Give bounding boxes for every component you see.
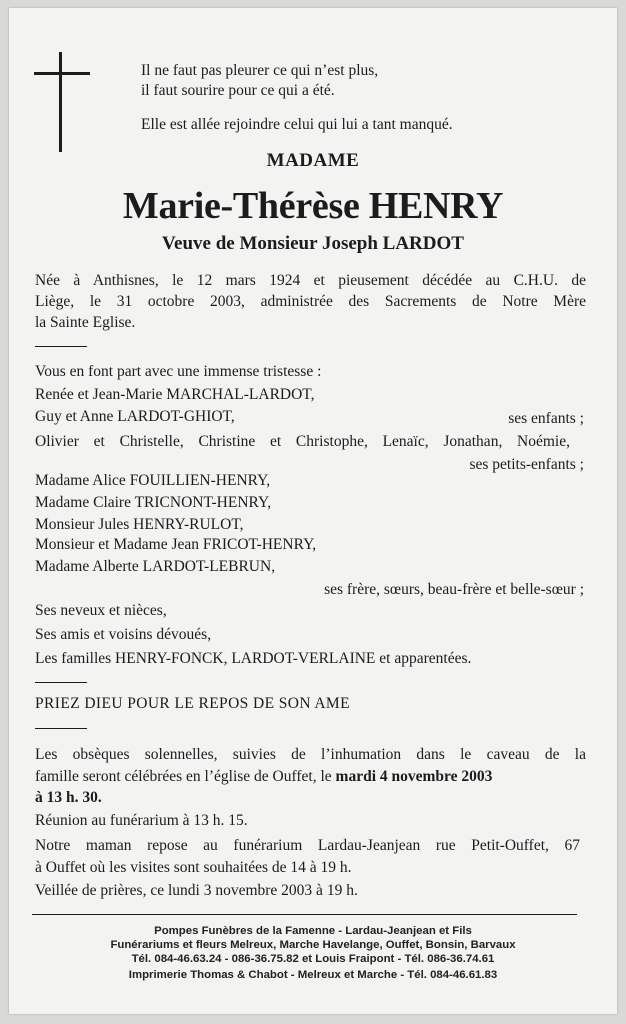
friends-line: Ses amis et voisins dévoués, (35, 626, 212, 643)
birth-line-2: Liège, le 31 octobre 2003, administrée des Sacrements de Notre Mère (35, 293, 586, 310)
footer-line-3: Tél. 084-46.63.24 - 086-36.75.82 et Louis Fraipont - Tél. 086-36.74.61 (131, 953, 495, 965)
grandchildren-label: ses petits-enfants ; (469, 456, 584, 473)
family-intro: Vous en font part avec une immense tristesse : (35, 363, 322, 380)
sibling-1: Madame Alice FOUILLIEN-HENRY, (35, 472, 271, 489)
sibling-4: Monsieur et Madame Jean FRICOT-HENRY, (35, 536, 317, 553)
divider (35, 346, 87, 347)
birth-line-1: Née à Anthisnes, le 12 mars 1924 et pieusement décédée au C.H.U. de (35, 272, 586, 289)
funeral-line-1: Les obsèques solennelles, suivies de l’inhumation dans le caveau de la (35, 746, 586, 763)
funeral-date: mardi 4 novembre 2003 (335, 768, 493, 785)
grandchildren-line: Olivier et Christelle, Christine et Christophe, Lenaïc, Jonathan, Noémie, (35, 433, 570, 450)
families-line: Les familles HENRY-FONCK, LARDOT-VERLAINE et apparentées. (35, 650, 472, 667)
deceased-name: Marie-Thérèse HENRY (122, 185, 504, 227)
funerarium-meeting: Réunion au funérarium à 13 h. 15. (35, 812, 248, 829)
footer-line-4: Imprimerie Thomas & Chabot - Melreux et Marche - Tél. 084-46.61.83 (128, 969, 498, 981)
title: MADAME (266, 150, 360, 171)
footer-divider (32, 914, 577, 915)
sibling-2: Madame Claire TRICNONT-HENRY, (35, 494, 272, 511)
quote-line-3: Elle est allée rejoindre celui qui lui a tant manqué. (141, 116, 453, 133)
rest-line-1: Notre maman repose au funérarium Lardau-Jeanjean rue Petit-Ouffet, 67 (35, 837, 580, 854)
cross-icon (34, 52, 90, 152)
footer-line-2: Funérariums et fleurs Melreux, Marche Havelange, Ouffet, Bonsin, Barvaux (110, 939, 516, 951)
footer-line-1: Pompes Funèbres de la Famenne - Lardau-Jeanjean et Fils (154, 925, 472, 937)
children-label: ses enfants ; (508, 410, 584, 427)
nephews-line: Ses neveux et nièces, (35, 602, 167, 619)
birth-line-3: la Sainte Eglise. (35, 314, 136, 331)
funeral-line-2 (35, 767, 492, 787)
widow-of: Veuve de Monsieur Joseph LARDOT (162, 233, 464, 254)
children-line-1: Renée et Jean-Marie MARCHAL-LARDOT, (35, 386, 315, 403)
quote-line-1: Il ne faut pas pleurer ce qui n’est plus, (141, 62, 379, 79)
prayer-line: PRIEZ DIEU POUR LE REPOS DE SON AME (35, 695, 350, 712)
siblings-label: ses frère, sœurs, beau-frère et belle-sœur ; (324, 581, 584, 598)
sibling-3: Monsieur Jules HENRY-RULOT, (35, 516, 244, 533)
divider (35, 728, 87, 729)
children-line-2: Guy et Anne LARDOT-GHIOT, (35, 408, 235, 425)
quote-line-2: il faut sourire pour ce qui a été. (141, 82, 335, 99)
sibling-5: Madame Alberte LARDOT-LEBRUN, (35, 558, 276, 575)
funeral-line-2-text: famille seront célébrées en l’église de Ouffet, le (35, 768, 336, 785)
funeral-time: à 13 h. 30. (35, 789, 102, 806)
divider (35, 682, 87, 683)
rest-line-2: à Ouffet où les visites sont souhaitées de 14 à 19 h. (35, 859, 352, 876)
vigil-line: Veillée de prières, ce lundi 3 novembre 2003 à 19 h. (35, 882, 358, 899)
